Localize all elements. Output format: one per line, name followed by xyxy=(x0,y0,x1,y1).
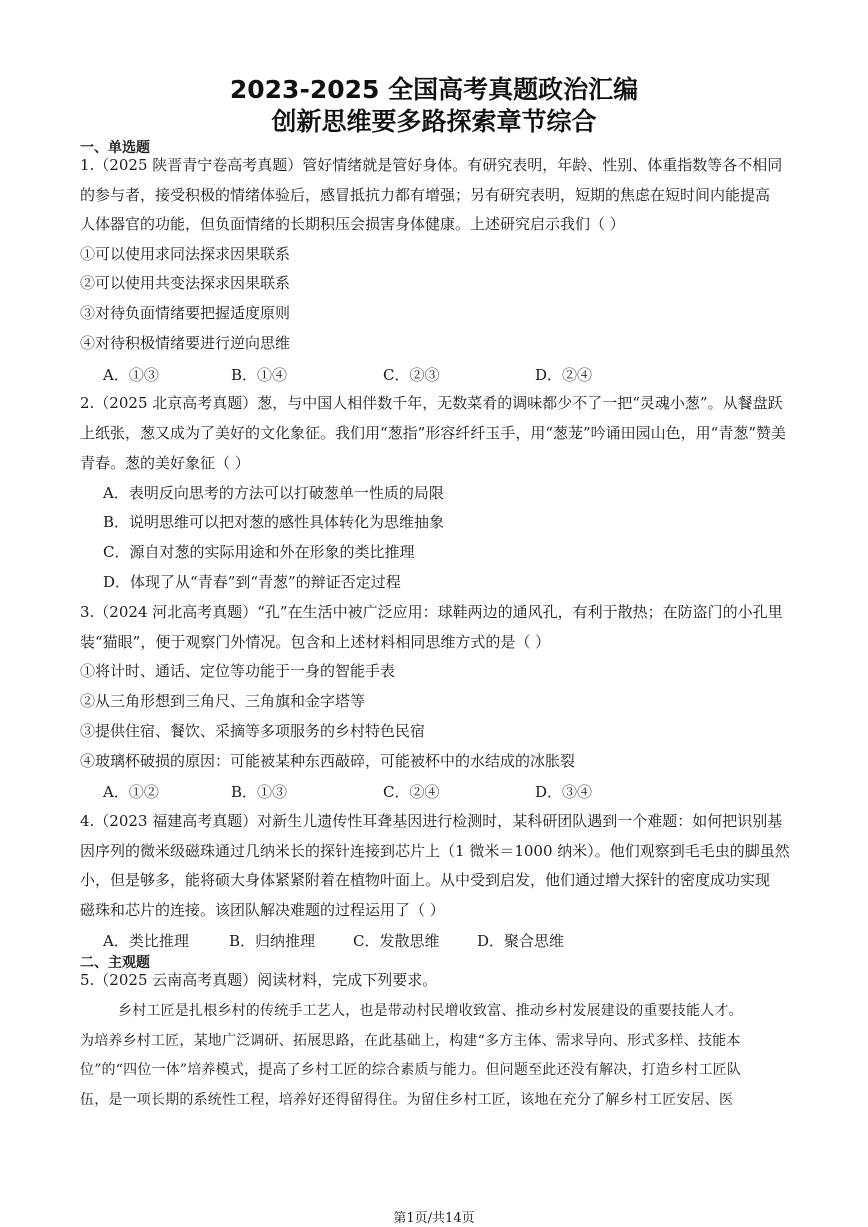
q4-option-c: C．发散思维 xyxy=(353,932,440,950)
q3-statement-2: ②从三角形想到三角尺、三角旗和金字塔等 xyxy=(80,692,366,710)
q4-stem-line3: 小，但是够多，能将硕大身体紧紧附着在植物叶面上。从中受到启发，他们通过增大探针的密度成功实现 xyxy=(80,871,771,889)
q4-option-b: B．归纳推理 xyxy=(229,932,316,950)
q2-stem-line1: 2.（2025 北京高考真题）葱，与中国人相伴数千年，无数菜肴的调味都少不了一把“灵魂小葱”。从餐盘跃 xyxy=(80,394,783,412)
q1-stem-line1: 1.（2025 陕晋青宁卷高考真题）管好情绪就是管好身体。有研究表明，年龄、性别、体重指数等各不相同 xyxy=(80,156,783,174)
page-number-footer: 第1页/共14页 xyxy=(393,1211,475,1226)
section-heading-subjective: 二、主观题 xyxy=(80,955,150,971)
section-heading-single-choice: 一、单选题 xyxy=(80,140,150,156)
q5-material-line3: 位”的“四位一体”培养模式，提高了乡村工匠的综合素质与能力。但问题至此还没有解决，打造乡村工匠队 xyxy=(80,1062,742,1078)
q1-option-b: B．①④ xyxy=(231,366,288,384)
q4-options xyxy=(103,930,564,951)
q1-statement-1: ①可以使用求同法探求因果联系 xyxy=(80,245,291,263)
document-title-line1: 2023-2025 全国高考真题政治汇编 xyxy=(229,75,639,104)
q2-option-a: A．表明反向思考的方法可以打破葱单一性质的局限 xyxy=(103,484,444,502)
q2-option-c: C．源自对葱的实际用途和外在形象的类比推理 xyxy=(103,543,415,561)
q3-option-d: D．③④ xyxy=(535,783,593,801)
q4-stem-line4: 磁珠和芯片的连接。该团队解决难题的过程运用了（ ） xyxy=(80,901,445,919)
q3-statement-3: ③提供住宿、餐饮、采摘等多项服务的乡村特色民宿 xyxy=(80,722,426,740)
q5-material-line4: 伍，是一项长期的系统性工程，培养好还得留得住。为留住乡村工匠，该地在充分了解乡村工匠安居、医 xyxy=(80,1092,734,1108)
q3-option-c: C．②④ xyxy=(383,783,440,801)
q1-option-c: C．②③ xyxy=(383,366,440,384)
q3-options xyxy=(103,781,592,802)
q1-option-d: D．②④ xyxy=(535,366,593,384)
q3-stem-line2: 装“猫眼”，便于观察门外情况。包含和上述材料相同思维方式的是（ ） xyxy=(80,633,551,651)
q5-material-line1: 乡村工匠是扎根乡村的传统手工艺人，也是带动村民增收致富、推动乡村发展建设的重要技能人才。 xyxy=(118,1003,743,1019)
q5-stem-line1: 5.（2025 云南高考真题）阅读材料，完成下列要求。 xyxy=(80,971,438,989)
q5-material-line2: 为培养乡村工匠，某地广泛调研、拓展思路，在此基础上，构建“多方主体、需求导向、形式多样、技能本 xyxy=(80,1033,741,1049)
q3-option-a: A．①② xyxy=(103,783,159,801)
q2-option-b: B．说明思维可以把对葱的感性具体转化为思维抽象 xyxy=(103,513,445,531)
q3-option-b: B．①③ xyxy=(231,783,288,801)
q1-stem-line2: 的参与者，接受积极的情绪体验后，感冒抵抗力都有增强；另有研究表明，短期的焦虑在短时间内能提高 xyxy=(80,186,771,204)
q1-option-a: A．①③ xyxy=(103,366,159,384)
q1-statement-3: ③对待负面情绪要把握适度原则 xyxy=(80,304,291,322)
q4-stem-line2: 因序列的微米级磁珠通过几纳米长的探针连接到芯片上（1 微米＝1000 纳米）。他们观察到毛毛虫的脚虽然 xyxy=(80,842,790,860)
q4-option-d: D．聚合思维 xyxy=(477,932,565,950)
q4-stem-line1: 4.（2023 福建高考真题）对新生儿遗传性耳聋基因进行检测时，某科研团队遇到一个难题：如何把识别基 xyxy=(80,812,783,830)
q2-stem-line3: 青春。葱的美好象征（ ） xyxy=(80,454,250,472)
q1-stem-line3: 人体器官的功能，但负面情绪的长期积压会损害身体健康。上述研究启示我们（ ） xyxy=(80,215,625,233)
document-title-line2: 创新思维要多路探索章节综合 xyxy=(271,107,597,136)
q1-options xyxy=(103,364,592,385)
q3-statement-1: ①将计时、通话、定位等功能于一身的智能手表 xyxy=(80,662,396,680)
q2-stem-line2: 上纸张，葱又成为了美好的文化象征。我们用“葱指”形容纤纤玉手，用“葱茏”吟诵田园山色，用“青葱”赞美 xyxy=(80,424,787,442)
q1-statement-4: ④对待积极情绪要进行逆向思维 xyxy=(80,334,291,352)
q3-stem-line1: 3.（2024 河北高考真题）“孔”在生活中被广泛应用：球鞋两边的通风孔，有利于散热；在防盗门的小孔里 xyxy=(80,603,783,621)
q1-statement-2: ②可以使用共变法探求因果联系 xyxy=(80,274,291,292)
q2-option-d: D．体现了从“青春”到“青葱”的辩证否定过程 xyxy=(103,573,401,591)
q3-statement-4: ④玻璃杯破损的原因：可能被某种东西敲碎，可能被杯中的水结成的冰胀裂 xyxy=(80,752,576,770)
q4-option-a: A．类比推理 xyxy=(103,932,189,950)
